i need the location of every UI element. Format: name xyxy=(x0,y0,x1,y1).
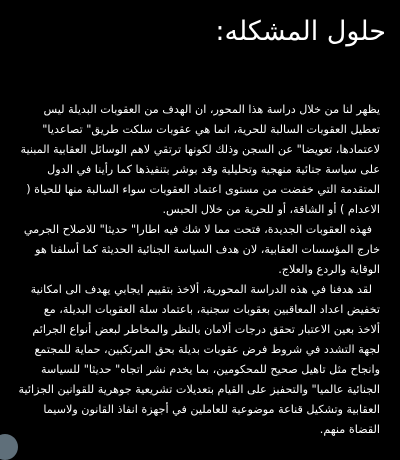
document-body xyxy=(18,100,380,440)
page-title: حلول المشكله: xyxy=(215,16,386,47)
paragraph-3: لقد هدفنا في هذه الدراسة المحورية، ألاخذ بتقييم ايجابي يهدف الى امكانية تخفيض اعداد المعاقبين بعقوبات سجنية، باعتماد سلة العقوبات البديلة، مع ألاخذ بعين الاعتبار تحقق درجات ألامان بالنظر والمخاطر لبعض أنواع الجرائم لجهة التشدد في شروط فرض عقوبات بديلة بحق المرتكبين، حماية للمجتمع وانجاح مثل تاهيل صحيح للمحكومين، بما يخدم نشر اتجاه" حديثا" للسياسة الجنائية عالميا" والتحفيز على القيام بتعديلات تشريعية جوهرية للقوانين الجزائية العقابية وتشكيل قناعة موضوعية للعاملين في أجهزة انفاذ القانون ولاسيما القضاة منهم. xyxy=(18,283,380,436)
paragraph-1: يظهر لنا من خلال دراسة هذا المحور، ان الهدف من العقوبات البديلة ليس تعطيل العقوبات السالبة للحرية، انما هي عقوبات سلكت طريق" تصاعديا" لاعتمادها، تعويضا" عن السجن وذلك لكونها ترتقي لاهم الوسائل العقابية المبنية على سياسة جنائية منهجية وتحليلية وقد بوشر بتنفيذها كما رأينا في الدول المتقدمة التي خفضت من مستوى اعتماد العقوبات سواء السالبة منها للحياة ( الاعدام ) أو الشاقة، أو للحرية من خلال الحبس. xyxy=(20,103,380,216)
corner-decoration xyxy=(0,434,18,460)
paragraph-2: فهذه العقوبات الجديدة، فتحت مما لا شك فيه اطارا" حديثا" للاصلاح الجرمي خارج المؤسسات العقابية، لان هدف السياسة الجنائية الحديثة كما أسلفنا هو الوقاية والردع والعلاج. xyxy=(23,223,380,276)
